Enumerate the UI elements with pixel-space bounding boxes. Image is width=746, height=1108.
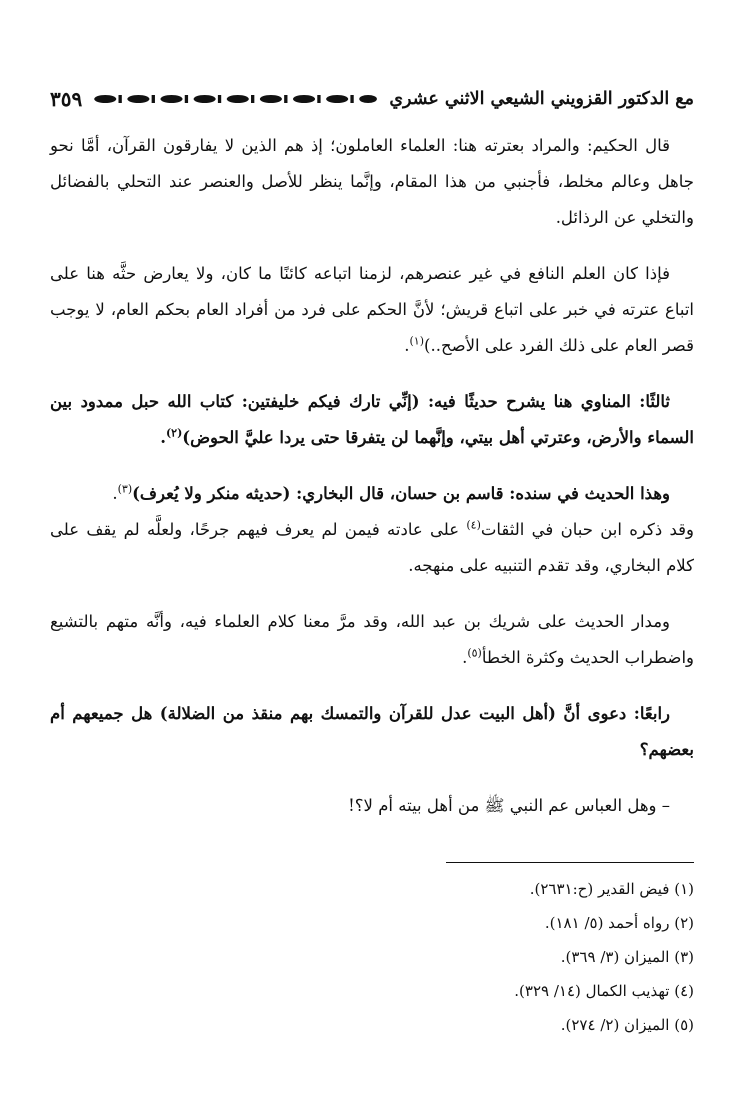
paragraph-4: وهذا الحديث في سنده: قاسم بن حسان، قال البخاري: (حديثه منكر ولا يُعرف)$^{(٣)}$. [112, 482, 670, 503]
paragraph-text: على عادته فيمن لم يعرف فيهم جرحًا، ولعلَّه لم يقف على كلام البخاري، وقد تقدم التنبيه على منهجه. [50, 520, 694, 575]
paragraph-7 [50, 696, 694, 768]
footnote-ref: (٣) [117, 482, 133, 496]
footnote-separator [446, 862, 694, 863]
paragraph-5 [50, 512, 694, 584]
footnote-ref: (٤) [466, 518, 481, 532]
footnotes [94, 872, 694, 1042]
paragraph-text: – وهل العباس عم النبي ﷺ من أهل بيته أم لا؟! [348, 796, 670, 815]
paragraph-text: رابعًا: دعوى أنَّ (أهل البيت عدل للقرآن والتمسك بهم منقذ من الضلالة) هل جميعهم أم بعضهم؟ [50, 704, 694, 759]
footnote-ref: (٥) [467, 646, 482, 660]
paragraph-3: ثالثًا: المناوي هنا يشرح حديثًا فيه: (إنِّي تارك فيكم خليفتين: كتاب الله حبل ممدود بين السماء والأرض، وعترتي أهل بيتي، وإنَّهما لن يتفرقا حتى يردا عليَّ الحوض)$^{(٢)}$. [50, 392, 694, 447]
footnote-2: (٢) رواه أحمد (٥/ ١٨١). [544, 914, 694, 932]
paragraph-text: فإذا كان العلم النافع في غير عنصرهم، لزمنا اتباعه كائنًا ما كان، ولا يعارض حثَّه هنا على اتباع عترته في خبر على اتباع قريش؛ لأنَّ الحكم على فرد من أفراد العام بحكم العام، لا يوجب قصر العام على ذلك الفرد على الأصح..) [50, 264, 694, 355]
page-number: ٣٥٩ [50, 87, 83, 111]
footnote-ref: (٢) [165, 426, 183, 440]
paragraph-8 [50, 788, 694, 824]
footnote-ref: (١) [409, 334, 425, 348]
paragraph-1 [50, 128, 694, 236]
paragraph-text: ثالثًا: المناوي هنا يشرح حديثًا فيه: (إنِّي تارك فيكم خليفتين: كتاب الله حبل ممدود بين السماء والأرض، وعترتي أهل بيتي، وإنَّهما لن يتفرقا حتى يردا عليَّ الحوض) [50, 392, 694, 447]
running-title: مع الدكتور القزويني الشيعي الاثني عشري [389, 89, 694, 109]
page-header [50, 82, 694, 116]
paragraph-text: وقد ذكره ابن حبان في الثقات [480, 520, 695, 539]
paragraph-2: فإذا كان العلم النافع في غير عنصرهم، لزمنا اتباعه كائنًا ما كان، ولا يعارض حثَّه هنا على اتباع عترته في خبر على اتباع قريش؛ لأنَّ الحكم على فرد من أفراد العام بحكم العام، لا يوجب قصر العام على ذلك الفرد على الأصح..)$^{(١)}$. [50, 264, 694, 355]
paragraph-6: ومدار الحديث على شريك بن عبد الله، وقد مرَّ معنا كلام العلماء فيه، وأنَّه متهم بالتشيع واضطراب الحديث وكثرة الخطأ$^{(٥)}$. [50, 612, 694, 667]
paragraph-text: قال الحكيم: والمراد بعترته هنا: العلماء العاملون؛ إذ هم الذين لا يفارقون القرآن، أمَّا نحو جاهل وعالم مخلط، فأجنبي من هذا المقام، وإنَّما ينظر للأصل والعنصر عند التحلي بالفضائل والتخلي عن الرذائل. [50, 136, 694, 227]
ornament-border-icon [92, 91, 379, 107]
paragraph-text: وهذا الحديث في سنده: قاسم بن حسان، قال البخاري: (حديثه منكر ولا يُعرف) [132, 484, 670, 503]
footnote-4: (٤) تهذيب الكمال (١٤/ ٣٢٩). [514, 982, 694, 1000]
footnote-5: (٥) الميزان (٢/ ٢٧٤). [560, 1016, 694, 1034]
footnote-1: (١) فيض القدير (ح:٢٦٣١). [529, 880, 694, 898]
paragraph-text: ومدار الحديث على شريك بن عبد الله، وقد مرَّ معنا كلام العلماء فيه، وأنَّه متهم بالتشيع واضطراب الحديث وكثرة الخطأ [50, 612, 694, 667]
main-text [50, 128, 694, 844]
footnote-3: (٣) الميزان (٣/ ٣٦٩). [560, 948, 694, 966]
